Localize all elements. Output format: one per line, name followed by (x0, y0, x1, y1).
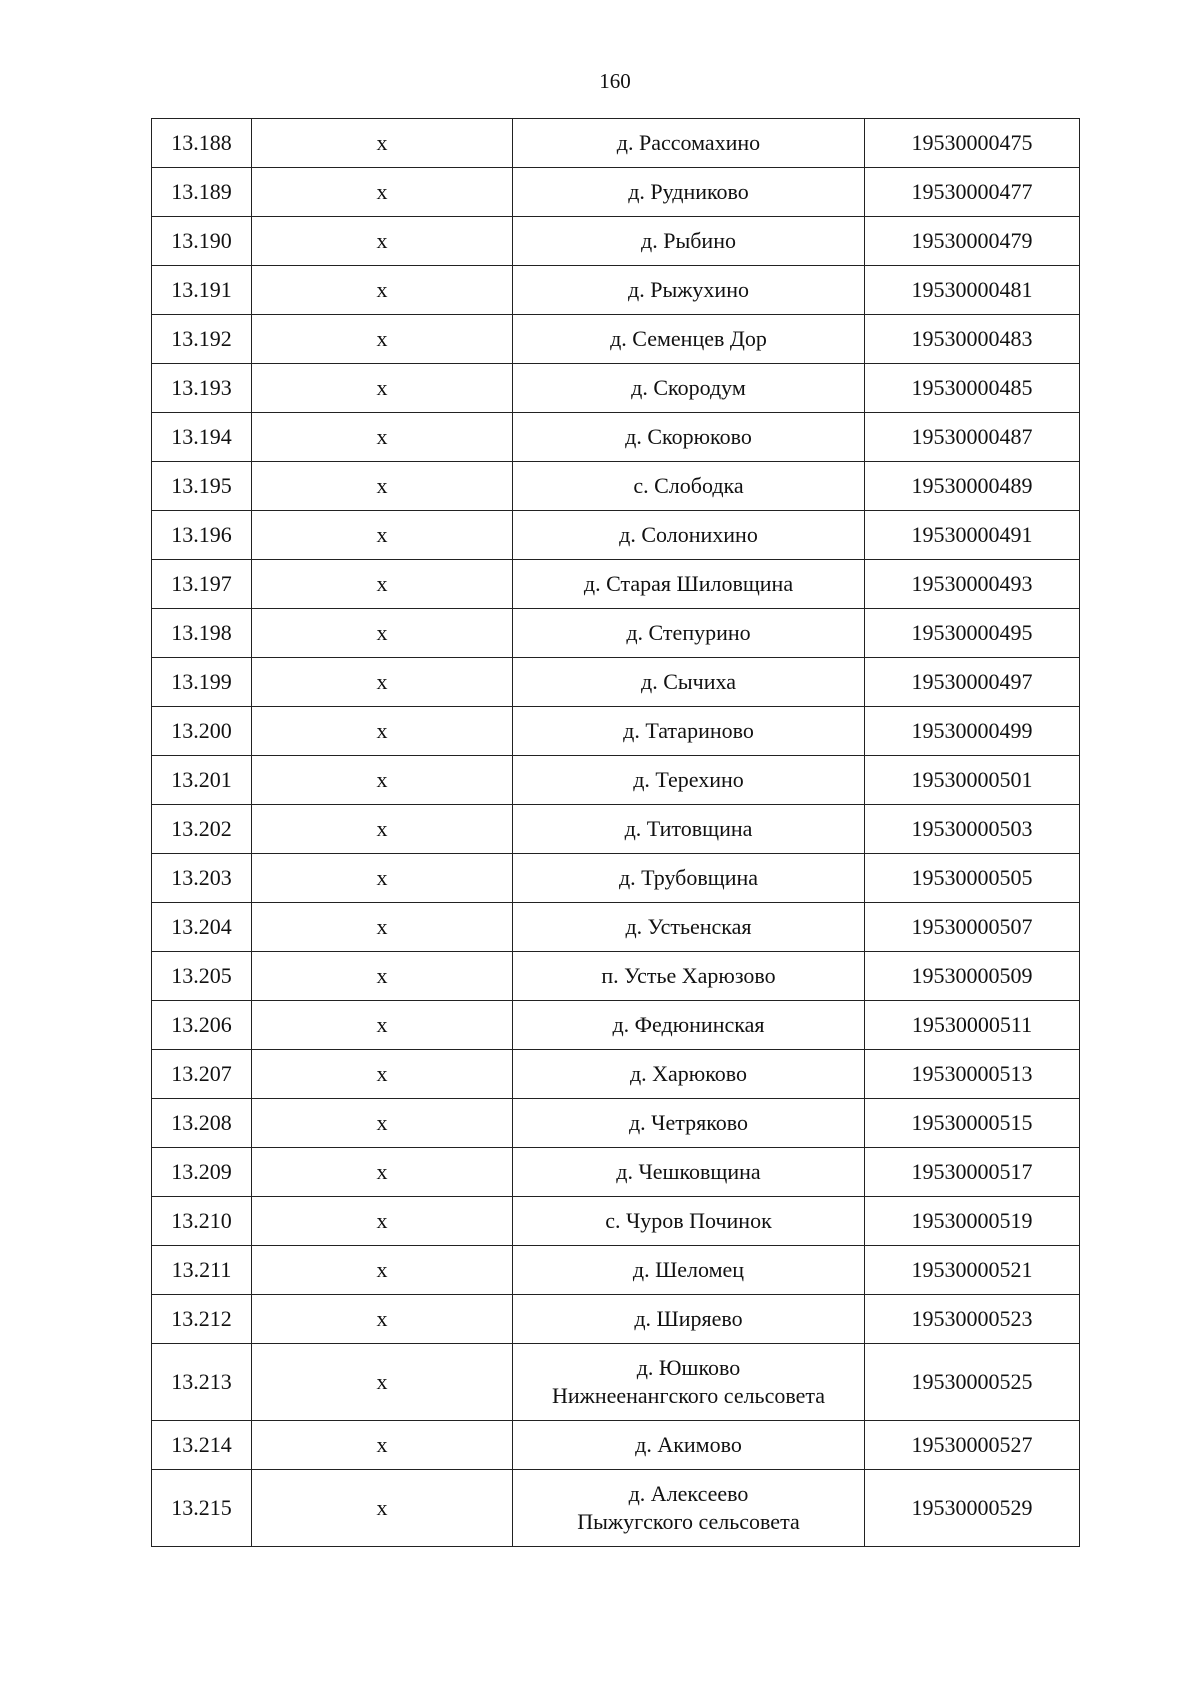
row-number-cell: 13.194 (152, 413, 252, 462)
mark-cell: х (252, 1470, 513, 1547)
row-number-cell: 13.189 (152, 168, 252, 217)
row-number-cell: 13.211 (152, 1246, 252, 1295)
row-number-cell: 13.202 (152, 805, 252, 854)
table-row (152, 119, 1080, 168)
table-row (152, 609, 1080, 658)
table-row (152, 511, 1080, 560)
settlement-name-cell (513, 511, 865, 560)
settlement-name-line: д. Степурино (626, 620, 751, 645)
oktmo-code-cell: 19530000505 (865, 854, 1080, 903)
oktmo-code-cell: 19530000499 (865, 707, 1080, 756)
table-row (152, 1421, 1080, 1470)
mark-cell: х (252, 315, 513, 364)
settlement-name-cell (513, 1197, 865, 1246)
settlement-name-cell (513, 756, 865, 805)
mark-cell: х (252, 756, 513, 805)
settlement-name-line: д. Юшково (636, 1355, 741, 1380)
oktmo-code-cell: 19530000483 (865, 315, 1080, 364)
mark-cell: х (252, 952, 513, 1001)
table-row (152, 413, 1080, 462)
settlement-name-line: д. Шеломец (632, 1257, 745, 1282)
table-row (152, 1050, 1080, 1099)
mark-cell: х (252, 1295, 513, 1344)
mark-cell: х (252, 609, 513, 658)
settlement-name-line: д. Терехино (633, 767, 744, 792)
oktmo-code-cell: 19530000475 (865, 119, 1080, 168)
row-number-cell: 13.212 (152, 1295, 252, 1344)
settlement-name-cell (513, 266, 865, 315)
mark-cell: х (252, 511, 513, 560)
table-row (152, 1197, 1080, 1246)
table-row (152, 1470, 1080, 1547)
settlement-name-line: с. Чуров Починок (605, 1208, 772, 1233)
settlement-name-cell (513, 462, 865, 511)
settlement-name-line: д. Ширяево (634, 1306, 743, 1331)
oktmo-code-cell: 19530000485 (865, 364, 1080, 413)
oktmo-code-cell: 19530000515 (865, 1099, 1080, 1148)
settlement-name-line: д. Титовщина (624, 816, 753, 841)
settlement-name-line: д. Семенцев Дор (610, 326, 767, 351)
settlement-name-line: д. Старая Шиловщина (583, 571, 794, 596)
row-number-cell: 13.199 (152, 658, 252, 707)
settlement-name-cell (513, 1246, 865, 1295)
table-row (152, 364, 1080, 413)
oktmo-code-cell: 19530000511 (865, 1001, 1080, 1050)
table-row (152, 266, 1080, 315)
settlement-name-line: п. Устье Харюзово (601, 963, 776, 988)
oktmo-code-cell: 19530000509 (865, 952, 1080, 1001)
oktmo-code-cell: 19530000517 (865, 1148, 1080, 1197)
settlement-name-line: д. Четряково (628, 1110, 749, 1135)
table-row (152, 1295, 1080, 1344)
table-row (152, 707, 1080, 756)
oktmo-code-cell: 19530000529 (865, 1470, 1080, 1547)
mark-cell: х (252, 1148, 513, 1197)
settlement-name-line: д. Чешковщина (616, 1159, 761, 1184)
settlement-name-line: д. Федюнинская (612, 1012, 765, 1037)
oktmo-code-cell: 19530000501 (865, 756, 1080, 805)
mark-cell: х (252, 413, 513, 462)
oktmo-code-cell: 19530000493 (865, 560, 1080, 609)
oktmo-code-cell: 19530000481 (865, 266, 1080, 315)
mark-cell: х (252, 903, 513, 952)
mark-cell: х (252, 854, 513, 903)
settlement-name-line: д. Скородум (631, 375, 746, 400)
mark-cell: х (252, 1001, 513, 1050)
registry-table (151, 118, 1080, 1547)
settlement-name-line: д. Скорюково (625, 424, 752, 449)
settlement-name-cell (513, 805, 865, 854)
settlement-name-cell (513, 1001, 865, 1050)
row-number-cell: 13.188 (152, 119, 252, 168)
row-number-cell: 13.215 (152, 1470, 252, 1547)
table-row (152, 805, 1080, 854)
mark-cell: х (252, 1344, 513, 1421)
mark-cell: х (252, 1050, 513, 1099)
mark-cell: х (252, 168, 513, 217)
table-row (152, 560, 1080, 609)
settlement-name-cell (513, 903, 865, 952)
settlement-name-line: д. Солонихино (619, 522, 758, 547)
table-row (152, 1246, 1080, 1295)
settlement-name-cell (513, 168, 865, 217)
mark-cell: х (252, 217, 513, 266)
row-number-cell: 13.208 (152, 1099, 252, 1148)
settlement-name-cell (513, 609, 865, 658)
oktmo-code-cell: 19530000491 (865, 511, 1080, 560)
settlement-name-cell (513, 1148, 865, 1197)
table-row (152, 315, 1080, 364)
row-number-cell: 13.191 (152, 266, 252, 315)
row-number-cell: 13.203 (152, 854, 252, 903)
settlement-name-line: д. Харюково (629, 1061, 748, 1086)
settlement-name-cell (513, 952, 865, 1001)
row-number-cell: 13.193 (152, 364, 252, 413)
settlement-name-line: д. Устьенская (625, 914, 752, 939)
registry-table-container (151, 118, 1080, 1547)
oktmo-code-cell: 19530000513 (865, 1050, 1080, 1099)
settlement-name-cell (513, 1050, 865, 1099)
oktmo-code-cell: 19530000507 (865, 903, 1080, 952)
oktmo-code-cell: 19530000527 (865, 1421, 1080, 1470)
mark-cell: х (252, 805, 513, 854)
table-row (152, 952, 1080, 1001)
table-row (152, 1344, 1080, 1421)
settlement-name-line: Пыжугского сельсовета (577, 1509, 800, 1534)
settlement-name-line: д. Рассомахино (616, 130, 761, 155)
mark-cell: х (252, 560, 513, 609)
oktmo-code-cell: 19530000523 (865, 1295, 1080, 1344)
settlement-name-cell (513, 364, 865, 413)
mark-cell: х (252, 119, 513, 168)
row-number-cell: 13.198 (152, 609, 252, 658)
row-number-cell: 13.196 (152, 511, 252, 560)
settlement-name-cell (513, 1470, 865, 1547)
settlement-name-line: д. Трубовщина (618, 865, 759, 890)
row-number-cell: 13.206 (152, 1001, 252, 1050)
row-number-cell: 13.197 (152, 560, 252, 609)
settlement-name-cell (513, 119, 865, 168)
settlement-name-line: д. Акимово (635, 1432, 742, 1457)
mark-cell: х (252, 1197, 513, 1246)
settlement-name-cell (513, 1344, 865, 1421)
table-row (152, 903, 1080, 952)
oktmo-code-cell: 19530000521 (865, 1246, 1080, 1295)
settlement-name-cell (513, 217, 865, 266)
oktmo-code-cell: 19530000525 (865, 1344, 1080, 1421)
mark-cell: х (252, 1099, 513, 1148)
settlement-name-cell (513, 1295, 865, 1344)
mark-cell: х (252, 462, 513, 511)
settlement-name-cell (513, 560, 865, 609)
oktmo-code-cell: 19530000487 (865, 413, 1080, 462)
row-number-cell: 13.201 (152, 756, 252, 805)
settlement-name-line: д. Рудниково (628, 179, 749, 204)
oktmo-code-cell: 19530000497 (865, 658, 1080, 707)
row-number-cell: 13.190 (152, 217, 252, 266)
mark-cell: х (252, 266, 513, 315)
oktmo-code-cell: 19530000503 (865, 805, 1080, 854)
settlement-name-cell (513, 1099, 865, 1148)
row-number-cell: 13.210 (152, 1197, 252, 1246)
table-row (152, 462, 1080, 511)
page-number: 160 (599, 69, 631, 93)
table-row (152, 1148, 1080, 1197)
settlement-name-cell (513, 413, 865, 462)
mark-cell: х (252, 707, 513, 756)
oktmo-code-cell: 19530000489 (865, 462, 1080, 511)
table-row (152, 217, 1080, 266)
settlement-name-line: Нижнеенангского сельсовета (551, 1383, 826, 1408)
settlement-name-cell (513, 854, 865, 903)
table-row (152, 1001, 1080, 1050)
settlement-name-line: д. Рыбино (641, 228, 736, 253)
settlement-name-cell (513, 658, 865, 707)
settlement-name-line: д. Сычиха (641, 669, 736, 694)
row-number-cell: 13.192 (152, 315, 252, 364)
row-number-cell: 13.204 (152, 903, 252, 952)
row-number-cell: 13.200 (152, 707, 252, 756)
mark-cell: х (252, 1421, 513, 1470)
row-number-cell: 13.214 (152, 1421, 252, 1470)
oktmo-code-cell: 19530000519 (865, 1197, 1080, 1246)
settlement-name-line: д. Рыжухино (628, 277, 749, 302)
mark-cell: х (252, 364, 513, 413)
mark-cell: х (252, 658, 513, 707)
row-number-cell: 13.205 (152, 952, 252, 1001)
oktmo-code-cell: 19530000479 (865, 217, 1080, 266)
settlement-name-line: д. Татариново (623, 718, 754, 743)
table-row (152, 658, 1080, 707)
table-row (152, 1099, 1080, 1148)
row-number-cell: 13.207 (152, 1050, 252, 1099)
settlement-name-line: с. Слободка (633, 473, 744, 498)
table-row (152, 168, 1080, 217)
table-row (152, 854, 1080, 903)
row-number-cell: 13.213 (152, 1344, 252, 1421)
settlement-name-cell (513, 1421, 865, 1470)
oktmo-code-cell: 19530000477 (865, 168, 1080, 217)
oktmo-code-cell: 19530000495 (865, 609, 1080, 658)
settlement-name-cell (513, 707, 865, 756)
row-number-cell: 13.209 (152, 1148, 252, 1197)
mark-cell: х (252, 1246, 513, 1295)
settlement-name-cell (513, 315, 865, 364)
settlement-name-line: д. Алексеево (628, 1481, 749, 1506)
table-body (152, 119, 1080, 1547)
table-row (152, 756, 1080, 805)
row-number-cell: 13.195 (152, 462, 252, 511)
